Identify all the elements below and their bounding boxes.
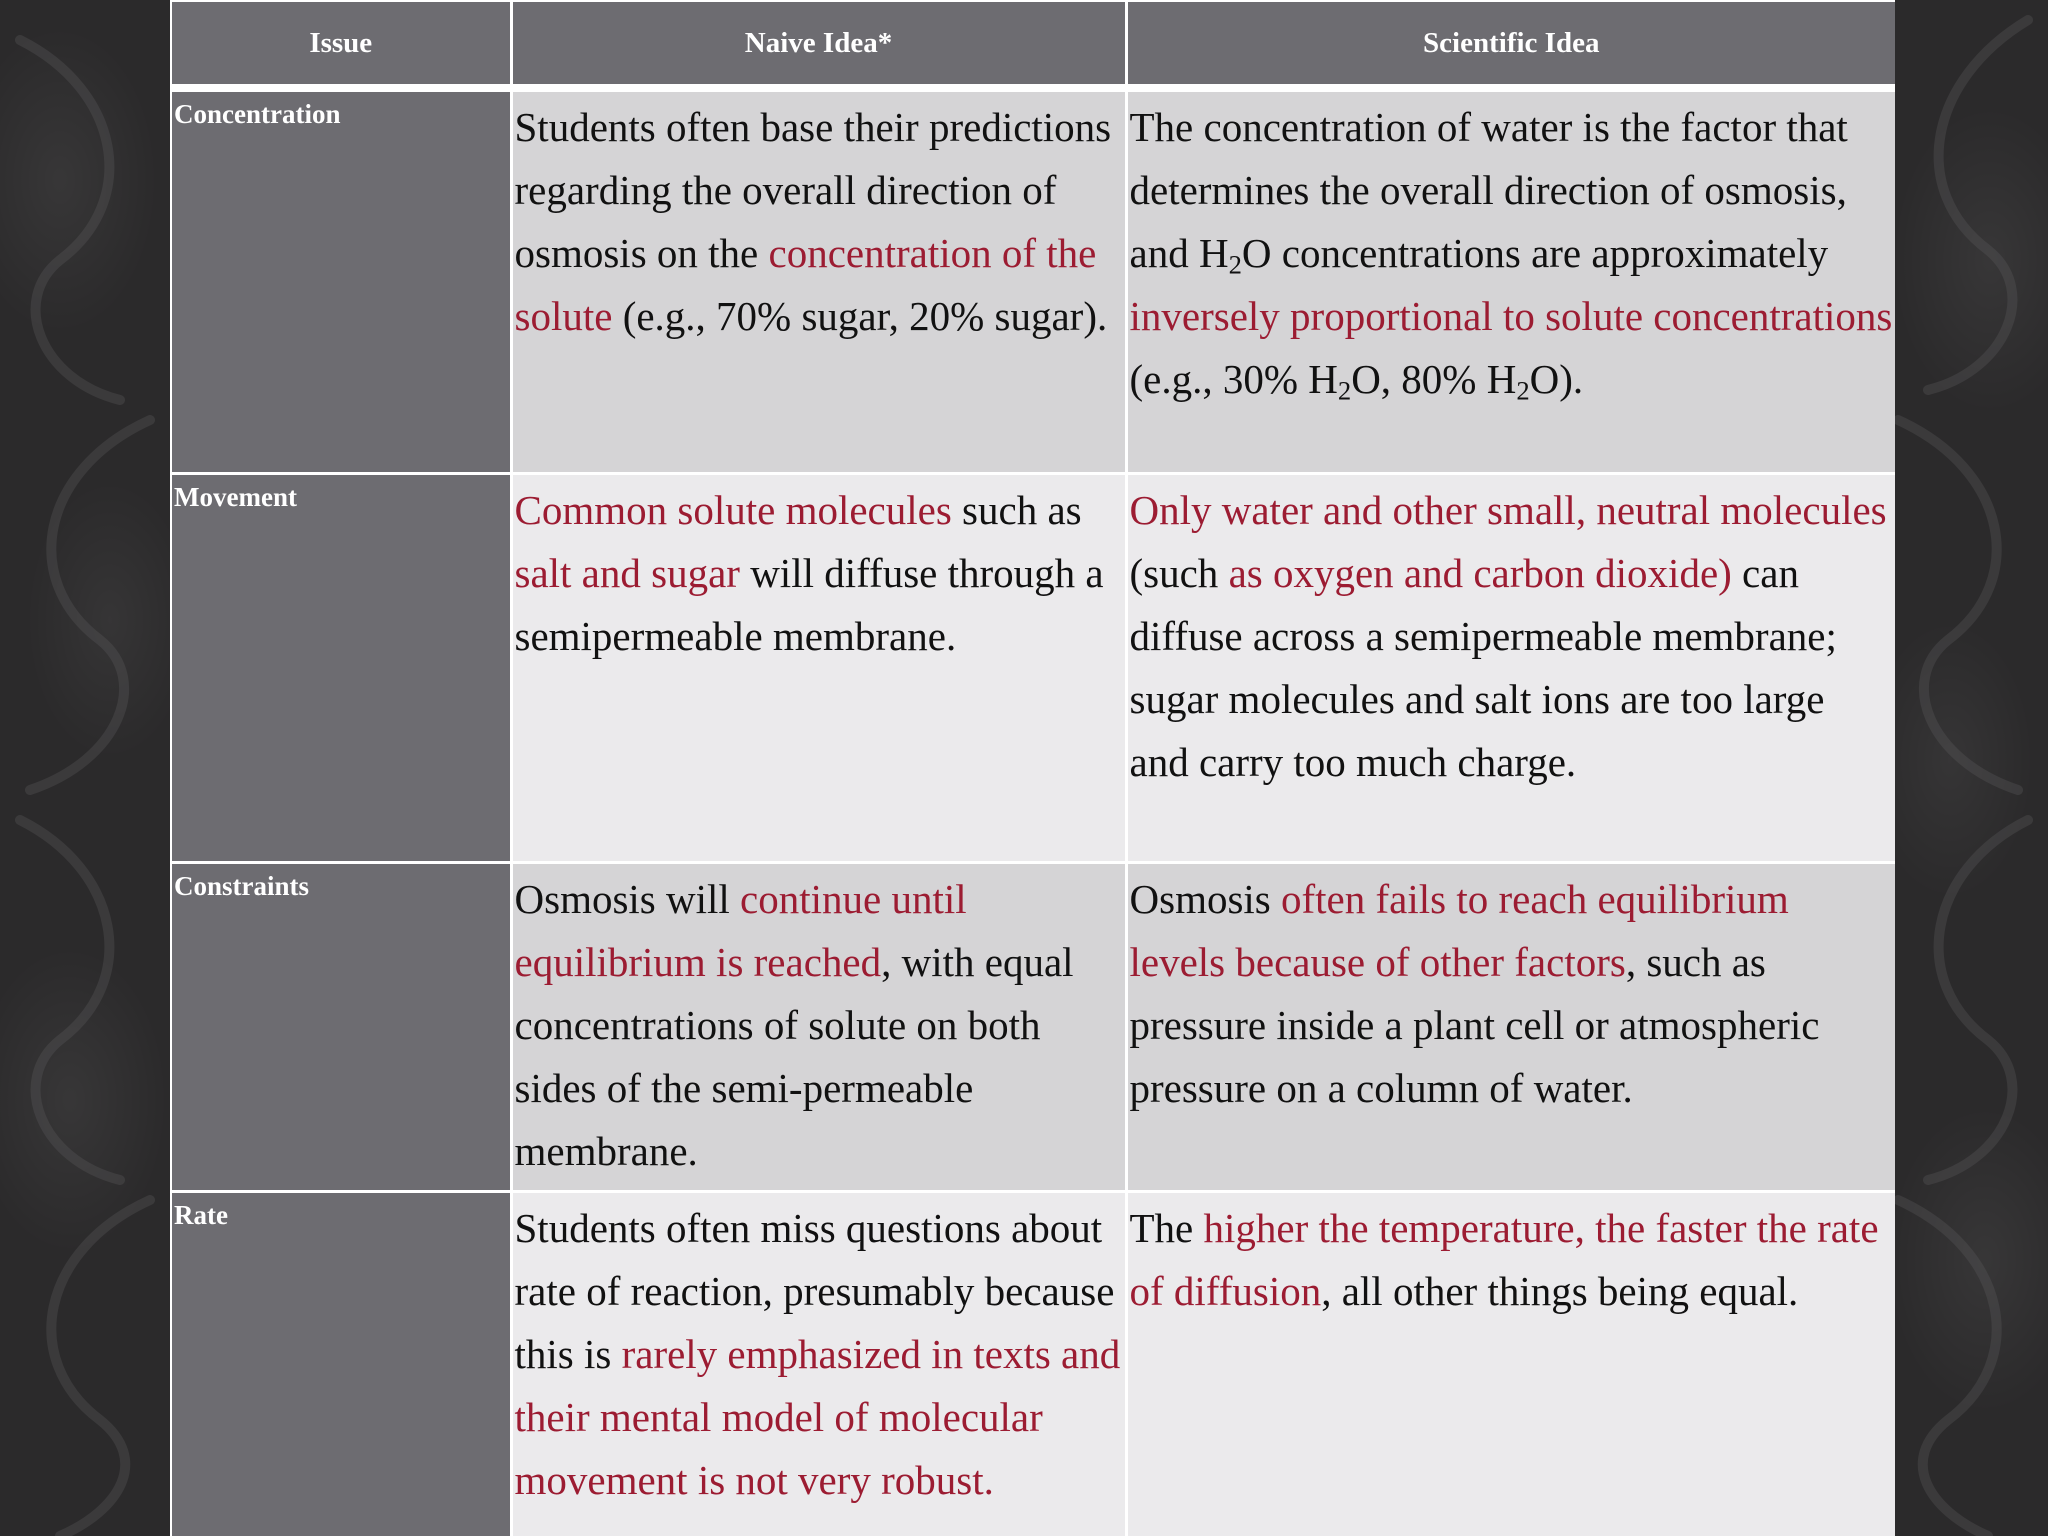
table-row	[171, 863, 1895, 1192]
header-scientific-idea: Scientific Idea	[1126, 1, 1895, 88]
naive-idea-cell: Students often base their predictions regarding the overall direction of osmosis on the concentration of the solute (e.g., 70% sugar, 20% sugar).	[511, 88, 1126, 474]
naive-idea-cell: Osmosis will continue until equilibrium is reached, with equal concentrations of solute on both sides of the semi-permeable membrane.	[511, 863, 1126, 1192]
background-ornament-right	[1878, 0, 2048, 1536]
naive-idea-cell: Common solute molecules such as salt and sugar will diffuse through a semipermeable membrane.	[511, 474, 1126, 863]
naive-idea-cell: Students often miss questions about rate of reaction, presumably because this is rarely emphasized in texts and their mental model of molecular movement is not very robust.	[511, 1192, 1126, 1536]
header-naive-idea: Naive Idea*	[511, 1, 1126, 88]
osmosis-comparison-table	[170, 0, 1895, 1536]
scientific-idea-cell: The concentration of water is the factor that determines the overall direction of osmosis, and $H_2O$ concentrations are approximately inversely proportional to solute concentrations (e.g., 30% $H_2O$, 80% $H_2O$).	[1126, 88, 1895, 474]
table-row	[171, 88, 1895, 474]
background-ornament-left	[0, 0, 170, 1536]
table-row	[171, 474, 1895, 863]
comparison-table-container	[170, 0, 1895, 1536]
scientific-idea-cell: Osmosis often fails to reach equilibrium levels because of other factors, such as pressure inside a plant cell or atmospheric pressure on a column of water.	[1126, 863, 1895, 1192]
table-row	[171, 1192, 1895, 1536]
issue-cell: Movement	[171, 474, 511, 863]
table-header-row	[171, 1, 1895, 88]
issue-cell: Constraints	[171, 863, 511, 1192]
issue-cell: Concentration	[171, 88, 511, 474]
header-issue: Issue	[171, 1, 511, 88]
scientific-idea-cell: Only water and other small, neutral molecules (such as oxygen and carbon dioxide) can diffuse across a semipermeable membrane; sugar molecules and salt ions are too large and carry too much charge.	[1126, 474, 1895, 863]
scientific-idea-cell: The higher the temperature, the faster the rate of diffusion, all other things being equal.	[1126, 1192, 1895, 1536]
issue-cell: Rate	[171, 1192, 511, 1536]
